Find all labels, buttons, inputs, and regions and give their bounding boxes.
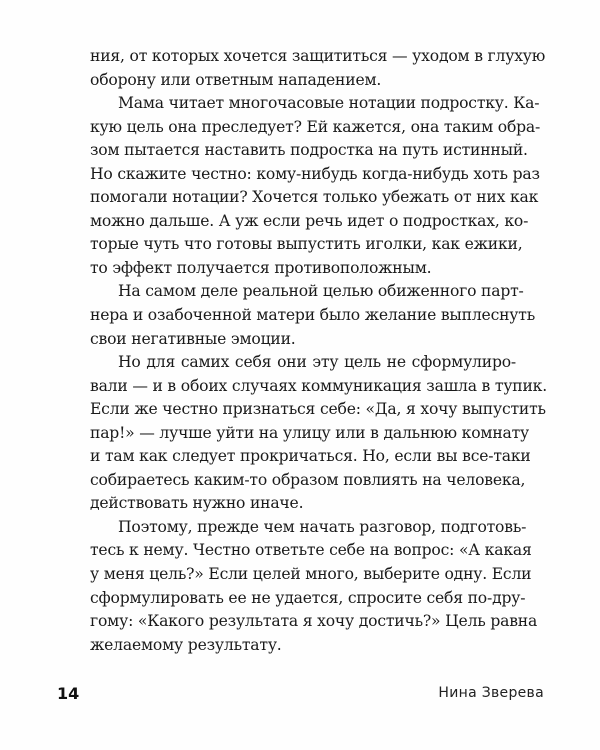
text-line: пар!» — лучше уйти на улицу или в дальнюю комнату bbox=[90, 423, 530, 442]
text-line: гому: «Какого результата я хочу достичь?» Цель равна bbox=[90, 612, 538, 631]
paragraph bbox=[90, 516, 538, 657]
text-line: Поэтому, прежде чем начать разговор, подготовь- bbox=[118, 517, 527, 536]
text-line: На самом деле реальной целью обиженного парт- bbox=[118, 282, 524, 301]
running-footer-author: Нина Зверева bbox=[438, 685, 544, 701]
text-line: у меня цель?» Если целей много, выберите одну. Если bbox=[90, 565, 532, 584]
text-line: торые чуть что готовы выпустить иголки, как ежики, bbox=[90, 235, 523, 254]
paragraph bbox=[90, 280, 535, 351]
text-line: ния, от которых хочется защититься — уходом в глухую bbox=[90, 47, 546, 65]
text-line: помогали нотации? Хочется только убежать от них как bbox=[90, 188, 539, 207]
text-line: можно дальше. А уж если речь идет о подростках, ко- bbox=[90, 211, 529, 230]
text-line: Если же честно признаться себе: «Да, я хочу выпустить bbox=[90, 400, 546, 419]
text-line: зом пытается наставить подростка на путь истинный. bbox=[90, 141, 528, 160]
paragraph bbox=[90, 351, 547, 516]
text-line: тесь к нему. Честно ответьте себе на вопрос: «А какая bbox=[90, 541, 532, 560]
page-number: 14 bbox=[57, 684, 80, 703]
text-line: желаемому результату. bbox=[90, 635, 282, 654]
text-line: собираетесь каким-то образом повлиять на человека, bbox=[90, 470, 526, 489]
text-line: сформулировать ее не удается, спросите себя по-дру- bbox=[90, 588, 526, 607]
text-line: нера и озабоченной матери было желание выплеснуть bbox=[90, 306, 535, 325]
text-line: свои негативные эмоции. bbox=[90, 329, 296, 348]
text-line: вали — и в обоих случаях коммуникация зашла в тупик. bbox=[90, 376, 547, 395]
paragraph bbox=[90, 92, 541, 280]
text-line: и там как следует прокричаться. Но, если вы все-таки bbox=[90, 447, 531, 466]
text-line: кую цель она преследует? Ей кажется, она таким обра- bbox=[90, 117, 541, 136]
body-text bbox=[90, 45, 547, 657]
text-line: действовать нужно иначе. bbox=[90, 494, 304, 513]
paragraph bbox=[90, 45, 546, 92]
text-line: то эффект получается противоположным. bbox=[90, 258, 432, 277]
text-line: Но для самих себя они эту цель не сформулиро- bbox=[118, 353, 516, 372]
text-line: Мама читает многочасовые нотации подростку. Ка- bbox=[118, 94, 540, 113]
text-line: Но скажите честно: кому-нибудь когда-нибудь хоть раз bbox=[90, 164, 540, 183]
text-line: оборону или ответным нападением. bbox=[90, 70, 382, 89]
